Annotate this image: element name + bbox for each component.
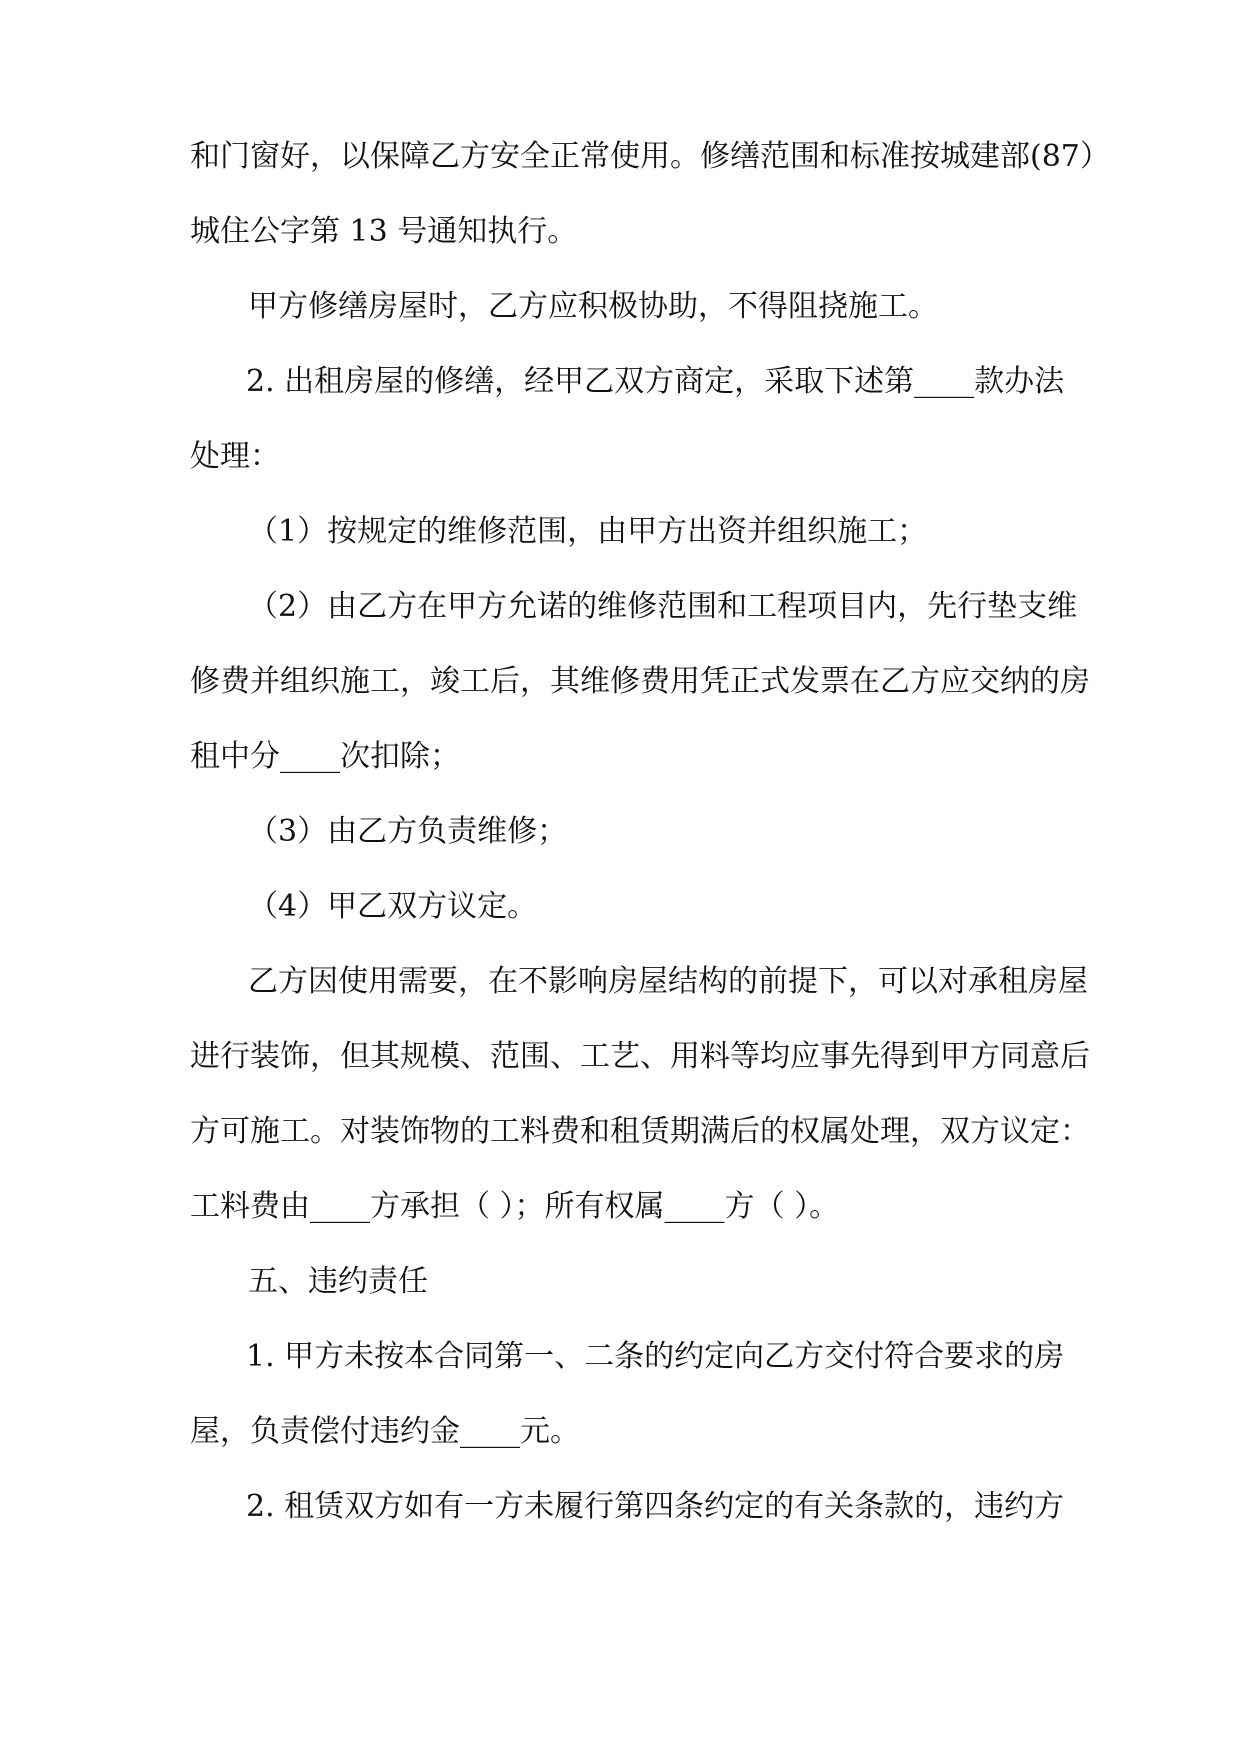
text-line: 甲方修缮房屋时，乙方应积极协助，不得阻挠施工。 [248,289,938,324]
text-line: 工料费由____方承担（ ）；所有权属____方（ ）。 [190,1189,840,1224]
text-line: （3）由乙方负责维修； [248,814,568,849]
text-line: 处理： [190,439,280,474]
section-heading: 五、违约责任 [248,1264,428,1299]
text-line: 2. 出租房屋的修缮，经甲乙双方商定，采取下述第____款办法 [246,364,1065,399]
text-line: 1. 甲方未按本合同第一、二条的约定向乙方交付符合要求的房 [246,1339,1065,1374]
text-line: 2. 租赁双方如有一方未履行第四条约定的有关条款的，违约方 [246,1489,1065,1524]
text-line: （1）按规定的维修范围，由甲方出资并组织施工； [248,514,928,549]
text-line: 乙方因使用需要，在不影响房屋结构的前提下，可以对承租房屋 [248,964,1088,999]
text-line: （4）甲乙双方议定。 [248,889,538,924]
text-line: 修费并组织施工，竣工后，其维修费用凭正式发票在乙方应交纳的房 [190,664,1090,699]
text-line: （2）由乙方在甲方允诺的维修范围和工程项目内，先行垫支维 [248,589,1078,624]
text-line: 和门窗好，以保障乙方安全正常使用。修缮范围和标准按城建部(87） [190,139,1110,174]
text-line: 方可施工。对装饰物的工料费和租赁期满后的权属处理，双方议定： [190,1114,1090,1149]
text-line: 租中分____次扣除； [190,739,460,774]
text-line: 屋，负责偿付违约金____元。 [190,1414,580,1449]
text-line: 城住公字第 13 号通知执行。 [190,214,578,249]
text-line: 进行装饰，但其规模、范围、工艺、用料等均应事先得到甲方同意后 [190,1039,1090,1074]
